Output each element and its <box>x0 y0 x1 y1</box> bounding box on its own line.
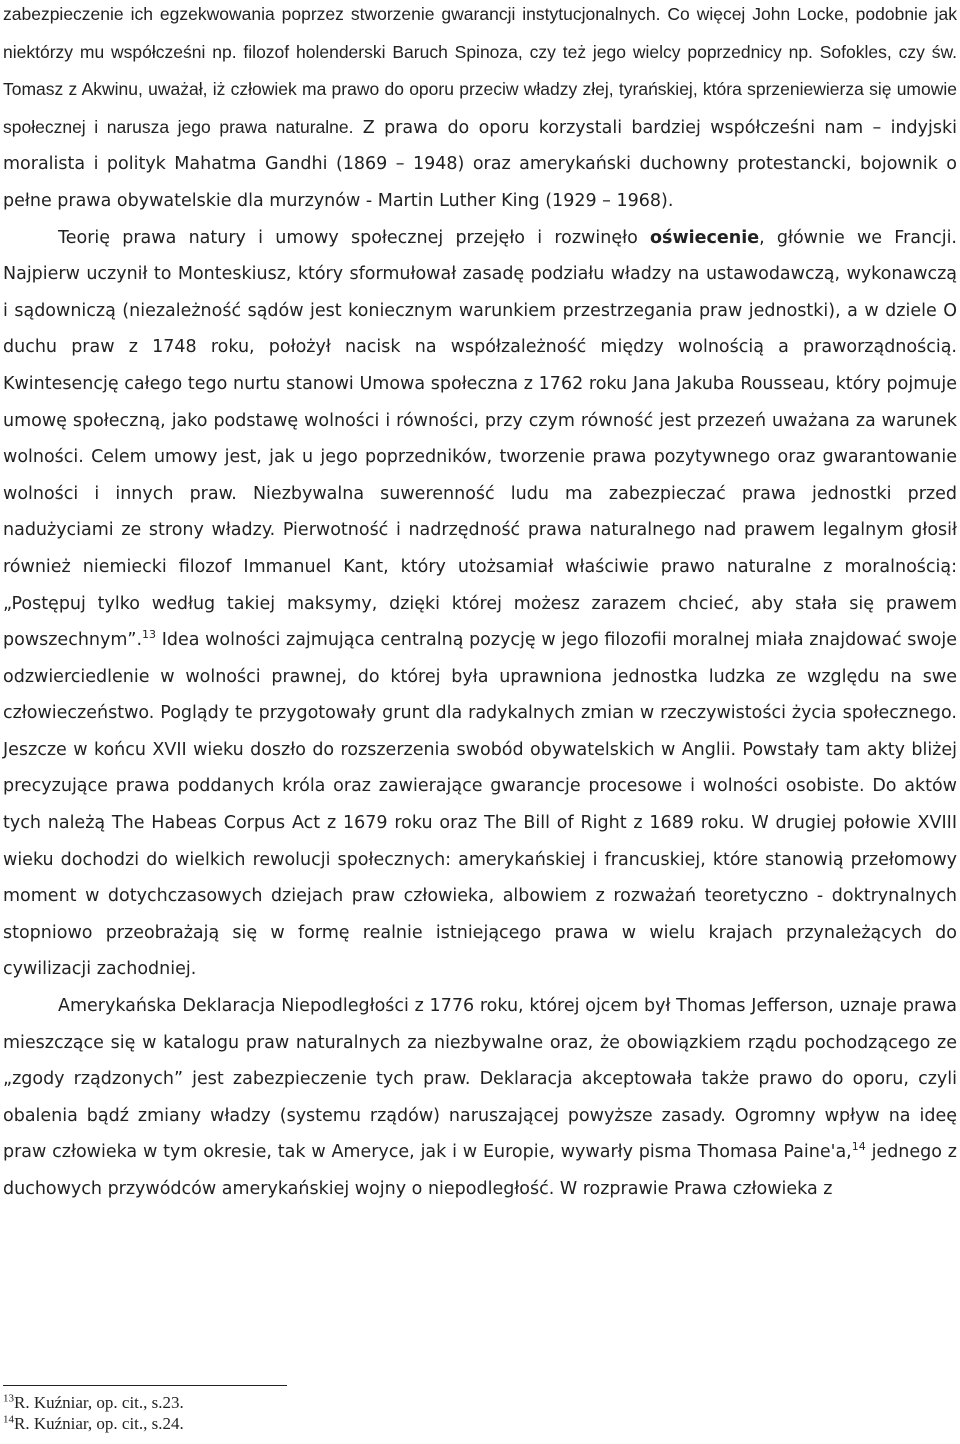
footnote-number: 14 <box>3 1413 14 1426</box>
footnote-number: 13 <box>3 1392 14 1405</box>
paragraph-2-segment-5: Idea wolności zajmująca centralną pozycję w jego filozofii moralnej miała znajdować swoje odzwierciedlenie w wolności prawnej, do której była uprawniona jednostka ludzka ze względu na swe człowieczeństwo. Poglądy te przygotowały grunt dla radykalnych zmian w rzeczywistości życia społecznego. Jeszcze w końcu XVII wieku doszło do rozszerzenia swobód obywatelskich w Anglii. Powstały tam akty bliżej precyzujące prawa poddanych króla oraz zawierające gwarancje procesowe i wolności osobiste. Do aktów tych należą The Habeas Corpus Act z 1679 roku oraz The Bill of Right z 1689 roku. W drugiej połowie XVIII wieku dochodzi do wielkich rewolucji społecznych: amerykańskiej i francuskiej, które stanowią przełomowy moment w dotychczasowych dziejach praw człowieka, albowiem z rozważań teoretyczno - doktrynalnych stopniowo przeobrażają się w formę realnie istniejącego prawa w wielu krajach przynależących do cywilizacji zachodniej. <box>3 630 957 980</box>
paragraph-2-segment-1: Teorię prawa natury i umowy społecznej przejęło i rozwinęło <box>58 227 651 248</box>
footnote-13 <box>3 1392 184 1413</box>
paragraph-1 <box>3 0 957 220</box>
bold-term-oswiecenie: oświecenie <box>650 227 760 248</box>
paragraph-1-segment-1: zabezpieczenie ich egzekwowania poprzez stworzenie gwarancji instytucjonalnych. Co więcej John Locke, podobnie jak niektórzy mu współcześni np. filozof holenderski Baruch Spinoza, czy też jego wielcy poprzednicy np. Sofokles, czy św. Tomasz z Akwinu, uważał, iż człowiek ma prawo do oporu przeciw władzy złej, tyrańskiej, która sprzeniewierza się umowie społecznej i narusza jego prawa naturalne. <box>3 4 957 137</box>
footnote-14 <box>3 1413 184 1434</box>
footnote-ref-14[interactable]: 14 <box>851 1140 866 1154</box>
footnote-text: R. Kuźniar, op. cit., s.23. <box>14 1393 184 1412</box>
paragraph-3-segment-3: jednego z duchowych przywódców amerykańskiej wojny o niepodległość. W rozprawie Prawa człowieka z <box>3 1142 957 1199</box>
footnote-ref-13[interactable]: 13 <box>142 628 157 642</box>
main-text <box>3 0 957 1208</box>
paragraph-2 <box>3 220 957 988</box>
footnote-text: R. Kuźniar, op. cit., s.24. <box>14 1414 184 1433</box>
paragraph-3-segment-1: Amerykańska Deklaracja Niepodległości z 1776 roku, której ojcem był Thomas Jefferson, uznaje prawa mieszczące się w katalogu praw naturalnych za niezbywalne oraz, że obowiązkiem rządu pochodzącego ze „zgody rządzonych” jest zabezpieczenie tych praw. Deklaracja akceptowała także prawo do oporu, czyli obalenia bądź zmiany władzy (systemu rządów) naruszającej powyższe zasady. Ogromny wpływ na ideę praw człowieka w tym okresie, tak w Ameryce, jak i w Europie, wywarły pisma Thomasa Paine'a, <box>3 996 957 1163</box>
paragraph-1-segment-2: Z prawa do oporu korzystali bardziej współcześni nam – indyjski moralista i polityk Mahatma Gandhi (1869 – 1948) oraz amerykański duchowny protestancki, bojownik o pełne prawa obywatelskie dla murzynów - Martin Luther King (1929 – 1968). <box>3 117 957 211</box>
paragraph-2-segment-3: , głównie we Francji. Najpierw uczynił to Monteskiusz, który sformułował zasadę podziału władzy na ustawodawczą, wykonawczą i sądowniczą (niezależność sądów jest koniecznym warunkiem przestrzegania praw jednostki), a w dziele O duchu praw z 1748 roku, położył nacisk na współzależność między wolnością a praworządnością. Kwintesencję całego tego nurtu stanowi Umowa społeczna z 1762 roku Jana Jakuba Rousseau, który pojmuje umowę społeczną, jako podstawę wolności i równości, przy czym równość jest przezeń uważana za warunek wolności. Celem umowy jest, jak u jego poprzedników, tworzenie prawa pozytywnego oraz gwarantowanie wolności i innych praw. Niezbywalna suwerenność ludu ma zabezpieczać prawa jednostki przed nadużyciami ze strony władzy. Pierwotność i nadrzędność prawa naturalnego nad prawem legalnym głosił również niemiecki filozof Immanuel Kant, który utożsamiał właściwie prawo naturalne z moralnością: „Postępuj tylko według takiej maksymy, dzięki której możesz zarazem chcieć, aby stała się prawem powszechnym”. <box>3 227 957 651</box>
paragraph-3 <box>3 988 957 1208</box>
footnotes <box>3 1392 184 1434</box>
footnote-separator <box>3 1385 287 1386</box>
